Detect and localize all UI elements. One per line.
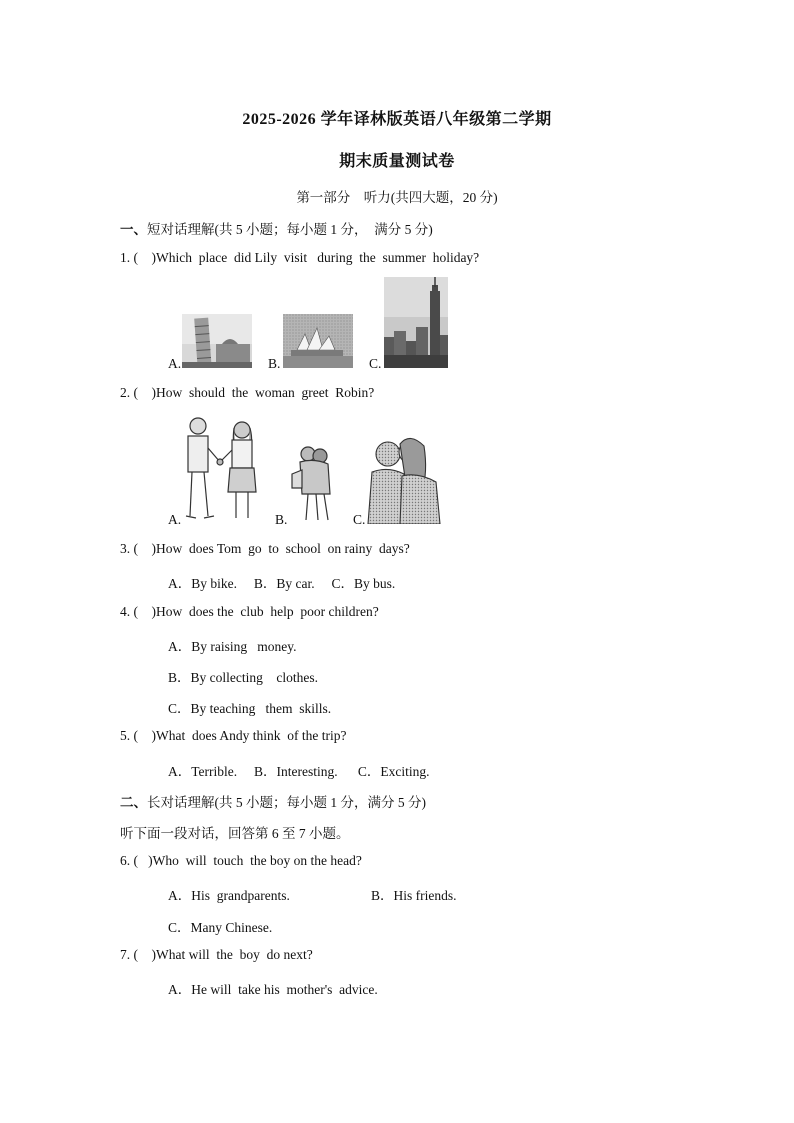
q6-option-c: C．Many Chinese. bbox=[168, 920, 273, 935]
question-3: 3. ( )How does Tom go to school on rainy days? bbox=[120, 541, 410, 556]
shaking-hands-image bbox=[180, 412, 260, 524]
q1-option-a-label: A. bbox=[168, 356, 182, 371]
q6-option-b: B．His friends. bbox=[371, 888, 457, 903]
q4-option-a: A．By raising money. bbox=[168, 639, 297, 654]
section2-instruction: 听下面一段对话，回答第 6 至 7 小题。 bbox=[120, 826, 350, 841]
section1-heading bbox=[120, 218, 433, 238]
q4-option-b: B．By collecting clothes. bbox=[168, 670, 318, 685]
question-5: 5. ( )What does Andy think of the trip? bbox=[120, 728, 347, 743]
question-7: 7. ( )What will the boy do next? bbox=[120, 947, 313, 962]
q4-option-c: C．By teaching them skills. bbox=[168, 701, 332, 716]
exam-subtitle: 期末质量测试卷 bbox=[339, 153, 455, 170]
q1-option-c-label: C. bbox=[369, 356, 382, 371]
part-title: 第一部分 听力(共四大题，20 分) bbox=[296, 190, 498, 205]
section2-text: 长对话理解(共 5 小题；每小题 1 分，满分 5 分) bbox=[147, 795, 426, 810]
q2-option-a-label: A. bbox=[168, 512, 182, 527]
q7-option-a: A．He will take his mother's advice. bbox=[168, 982, 378, 997]
section2-number: 二、 bbox=[120, 795, 147, 810]
exam-title: 2025-2026 学年译林版英语八年级第二学期 bbox=[242, 111, 552, 128]
question-4: 4. ( )How does the club help poor children? bbox=[120, 604, 379, 619]
section2-heading bbox=[120, 791, 426, 811]
question-2: 2. ( )How should the woman greet Robin? bbox=[120, 385, 375, 400]
city-skyline-image bbox=[384, 277, 448, 368]
hugging-image bbox=[288, 444, 344, 524]
section1-text: 短对话理解(共 5 小题；每小题 1 分， 满分 5 分) bbox=[147, 222, 433, 237]
q3-options: A．By bike. B．By car. C．By bus. bbox=[168, 576, 396, 591]
question-1: 1. ( )Which place did Lily visit during the summer holiday? bbox=[120, 250, 480, 265]
q5-options: A．Terrible. B．Interesting. C．Exciting. bbox=[168, 764, 430, 779]
section1-number: 一、 bbox=[120, 222, 147, 237]
q6-option-a: A．His grandparents. bbox=[168, 888, 290, 903]
sydney-opera-house-image bbox=[283, 314, 353, 368]
q2-option-c-label: C. bbox=[353, 512, 366, 527]
q1-option-b-label: B. bbox=[268, 356, 281, 371]
leaning-tower-pisa-image bbox=[182, 314, 252, 368]
question-6: 6. ( )Who will touch the boy on the head? bbox=[120, 853, 362, 868]
q2-option-b-label: B. bbox=[275, 512, 288, 527]
kissing-cheek-image bbox=[366, 432, 442, 524]
